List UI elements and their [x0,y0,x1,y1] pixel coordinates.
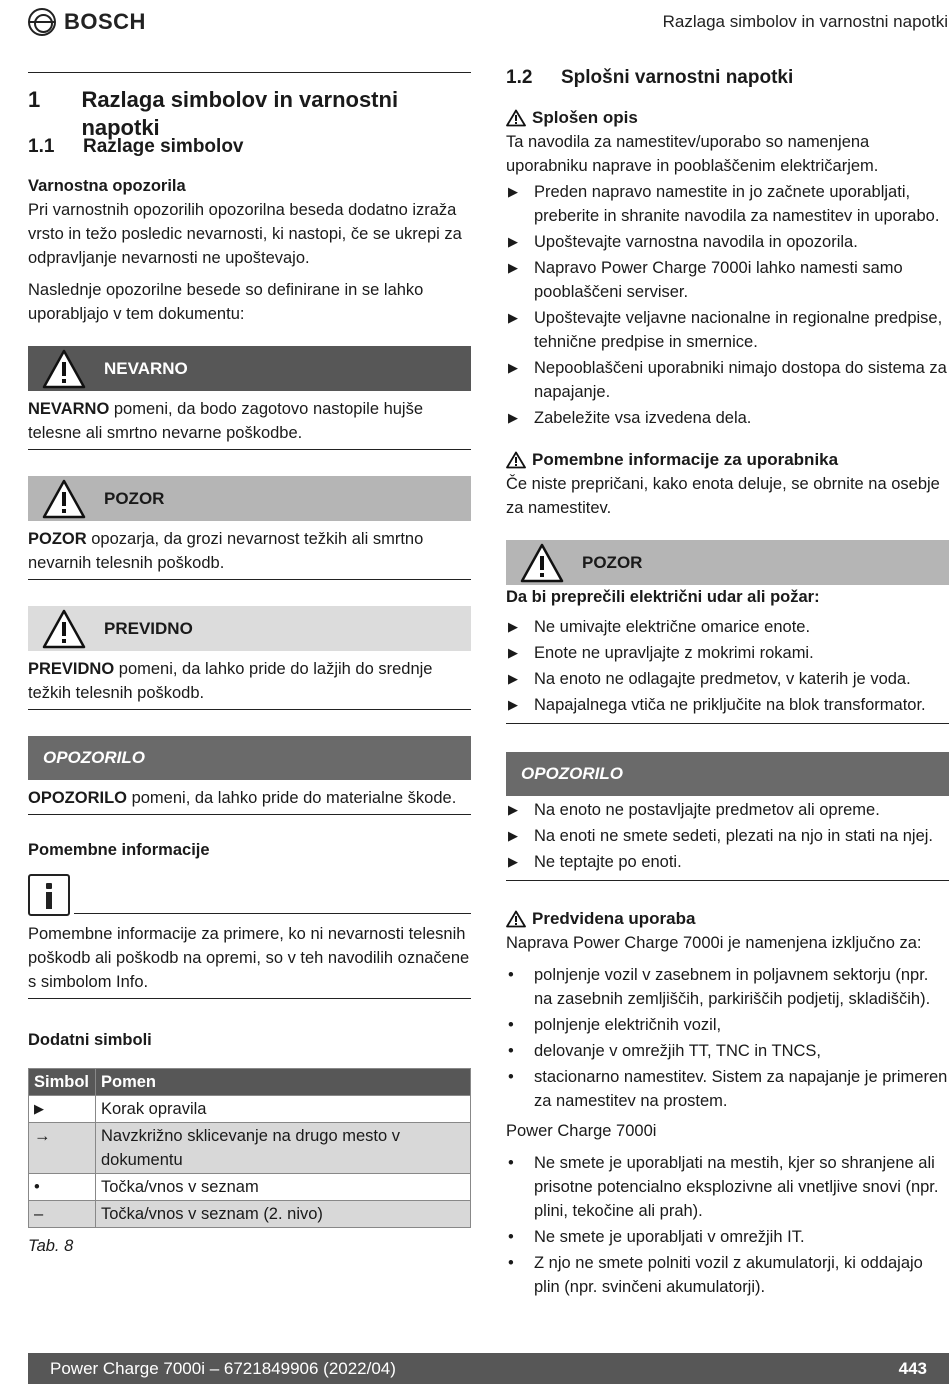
list-item: ▶ Upoštevajte varnostna navodila in opozorila. [506,230,949,254]
page-number: 443 [898,1358,927,1378]
meaning-cell: Korak opravila [96,1096,471,1123]
caution-box [28,606,471,710]
list-item: ▶ Preden napravo namestite in jo začnete uporabljati, preberite in shranite navodila za namestitev in uporabo. [506,180,949,228]
table-header-row [29,1069,471,1096]
safety-warnings-intro [28,174,471,334]
signal-word: PREVIDNO [28,660,115,678]
bosch-armature-icon [28,8,56,36]
brand-name: BOSCH [64,9,146,34]
meaning-cell: Navzkrižno sklicevanje na drugo mesto v dokumentu [96,1123,471,1174]
signal-word: NEVARNO [28,400,110,418]
user-info-heading [506,448,949,472]
paragraph: Ta navodila za namestitev/uporabo so namenjena uporabniku naprave in pooblaščenim električarjem. [506,133,879,175]
bosch-logo [28,8,146,36]
heading-text: Splošen opis [532,108,638,127]
section-heading-1-1 [28,134,471,160]
notice-steps-list [506,798,949,874]
caution-label: PREVIDNO [104,618,193,638]
symbol-cell: → [29,1123,96,1174]
warning-label: POZOR [582,552,643,572]
notice-box [28,736,471,815]
list-item: ▶ Napajalnega vtiča ne priključite na blok transformator. [506,693,949,717]
danger-label: NEVARNO [104,358,188,378]
symbol-cell: – [29,1201,96,1228]
warning-header [28,476,471,521]
table-header-cell: Simbol [29,1069,96,1096]
warning-triangle-icon [42,609,86,649]
product-name: Power Charge 7000i [506,1122,657,1140]
list-item: • delovanje v omrežjih TT, TNC in TNCS, [506,1039,949,1063]
list-item: ▶ Ne teptajte po enoti. [506,850,949,874]
list-item: ▶ Upoštevajte veljavne nacionalne in regionalne predpise, tehnične predpise in smernice. [506,306,949,354]
info-rule [74,913,471,914]
info-text: Pomembne informacije za primere, ko ni nevarnosti telesnih poškodb ali poškodb na opremi, so v teh navodilih označene s simbolom Info. [28,922,471,999]
general-description-heading [506,106,949,130]
list-item: ▶ Zabeležite vsa izvedena dela. [506,406,949,430]
paragraph: Pri varnostnih opozorilih opozorilna beseda dodatno izraža vrsto in težo posledic nevarnosti, ki nastopi, če se ukrepi za odpravljanje nevarnosti ne upoštevajo. [28,201,462,267]
intended-use-heading [506,907,949,931]
intended-use-section [506,907,949,1301]
warning-steps-list [506,615,949,717]
notice-description [28,780,471,815]
paragraph: Če niste prepričani, kako enota deluje, se obrnite na osebje za namestitev. [506,475,940,517]
chapter-number: 1 [28,87,41,112]
caution-description [28,651,471,710]
warning-content [506,585,949,724]
list-item: • polnjenje električnih vozil, [506,1013,949,1037]
info-symbol-row [28,874,471,916]
warning-label: POZOR [104,488,165,508]
warning-triangle-icon [506,910,526,928]
signal-word: OPOZORILO [28,789,127,807]
table-row [29,1123,471,1174]
list-item: • Ne smete je uporabljati v omrežjih IT. [506,1225,949,1249]
general-steps-list [506,180,949,430]
notice-header: OPOZORILO [506,752,949,796]
table-row [29,1174,471,1201]
symbols-table [28,1068,471,1228]
notice-box-unit [506,752,949,881]
signal-text: pomeni, da lahko pride do lažjih do srednje težkih telesnih poškodb. [28,660,433,702]
symbol-cell: ▶ [29,1096,96,1123]
meaning-cell: Točka/vnos v seznam [96,1174,471,1201]
notice-header: OPOZORILO [28,736,471,780]
warning-triangle-icon [520,543,564,583]
table-caption: Tab. 8 [28,1237,74,1255]
info-icon [28,874,70,916]
signal-text: pomeni, da bodo zagotovo nastopile hujše telesne ali smrtno nevarne poškodbe. [28,400,424,442]
warning-triangle-icon [42,479,86,519]
chapter-title: Razlaga simbolov in varnostni napotki [81,87,399,140]
list-item: ▶ Na enoto ne odlagajte predmetov, v katerih je voda. [506,667,949,691]
list-item: ▶ Enote ne upravljajte z mokrimi rokami. [506,641,949,665]
list-item: ▶ Ne umivajte električne omarice enote. [506,615,949,639]
page-footer [28,1353,949,1384]
list-item: • Ne smete je uporabljati na mestih, kjer so shranjene ali prisotne potencialno eksplozivne ali vnetljive snovi (npr. plini, tekočine ali prah). [506,1151,949,1223]
general-description-section [506,106,949,432]
footer-document-id: Power Charge 7000i – 6721849906 (2022/04) [50,1358,396,1378]
danger-header [28,346,471,391]
paragraph: Naslednje opozorilne besede so definirane in se lahko uporabljajo v tem dokumentu: [28,281,424,323]
list-item: • polnjenje vozil v zasebnem in poljavnem sektorju (npr. na zasebnih zemljiščih, parkiriščih podjetij, skladiščih). [506,963,949,1011]
meaning-cell: Točka/vnos v seznam (2. nivo) [96,1201,471,1228]
section-title: Splošni varnostni napotki [561,67,794,88]
table-row [29,1096,471,1123]
section-title: Razlage simbolov [83,136,244,157]
symbols-table-wrap [28,1068,471,1258]
list-item: • stacionarno namestitev. Sistem za napajanje je primeren za namestitev na prostem. [506,1065,949,1113]
section-number: 1.2 [506,67,533,88]
list-item: • Z njo ne smete polniti vozil z akumulatorji, ki oddajajo plin (npr. svinčeni akumulatorji). [506,1251,949,1299]
subheading-extra-symbols: Dodatni simboli [28,1031,152,1049]
danger-description [28,391,471,450]
warning-box [28,476,471,580]
warning-triangle-icon [506,109,526,127]
heading-rule [28,72,471,73]
list-item: ▶ Na enoti ne smete sedeti, plezati na njo in stati na njej. [506,824,949,848]
signal-text: opozarja, da grozi nevarnost težkih ali smrtno nevarnih telesnih poškodb. [28,530,424,572]
warning-triangle-icon [506,451,526,469]
heading-text: Pomembne informacije za uporabnika [532,450,839,469]
paragraph: Naprava Power Charge 7000i je namenjena izključno za: [506,934,922,952]
warning-box-electric [506,540,949,724]
heading-text: Predvidena uporaba [532,909,696,928]
symbol-cell: • [29,1174,96,1201]
signal-word: POZOR [28,530,87,548]
restriction-list [506,1151,949,1299]
list-item: ▶ Na enoto ne postavljajte predmetov ali opreme. [506,798,949,822]
running-header: Razlaga simbolov in varnostni napotki [662,12,948,31]
notice-content [506,796,949,881]
signal-text: pomeni, da lahko pride do materialne škode. [127,789,457,807]
intended-use-list [506,963,949,1113]
table-row [29,1201,471,1228]
section-heading-1-2 [506,65,949,91]
table-header-cell: Pomen [96,1069,471,1096]
subheading-important-info: Pomembne informacije [28,841,210,859]
danger-box [28,346,471,450]
warning-header [506,540,949,585]
caution-header [28,606,471,651]
warning-lead: Da bi preprečili električni udar ali požar: [506,588,820,606]
section-number: 1.1 [28,136,55,157]
warning-description [28,521,471,580]
subheading-safety-warnings: Varnostna opozorila [28,177,186,195]
user-info-section [506,448,949,528]
warning-triangle-icon [42,349,86,389]
list-item: ▶ Napravo Power Charge 7000i lahko namesti samo pooblaščeni serviser. [506,256,949,304]
list-item: ▶ Nepooblaščeni uporabniki nimajo dostopa do sistema za napajanje. [506,356,949,404]
